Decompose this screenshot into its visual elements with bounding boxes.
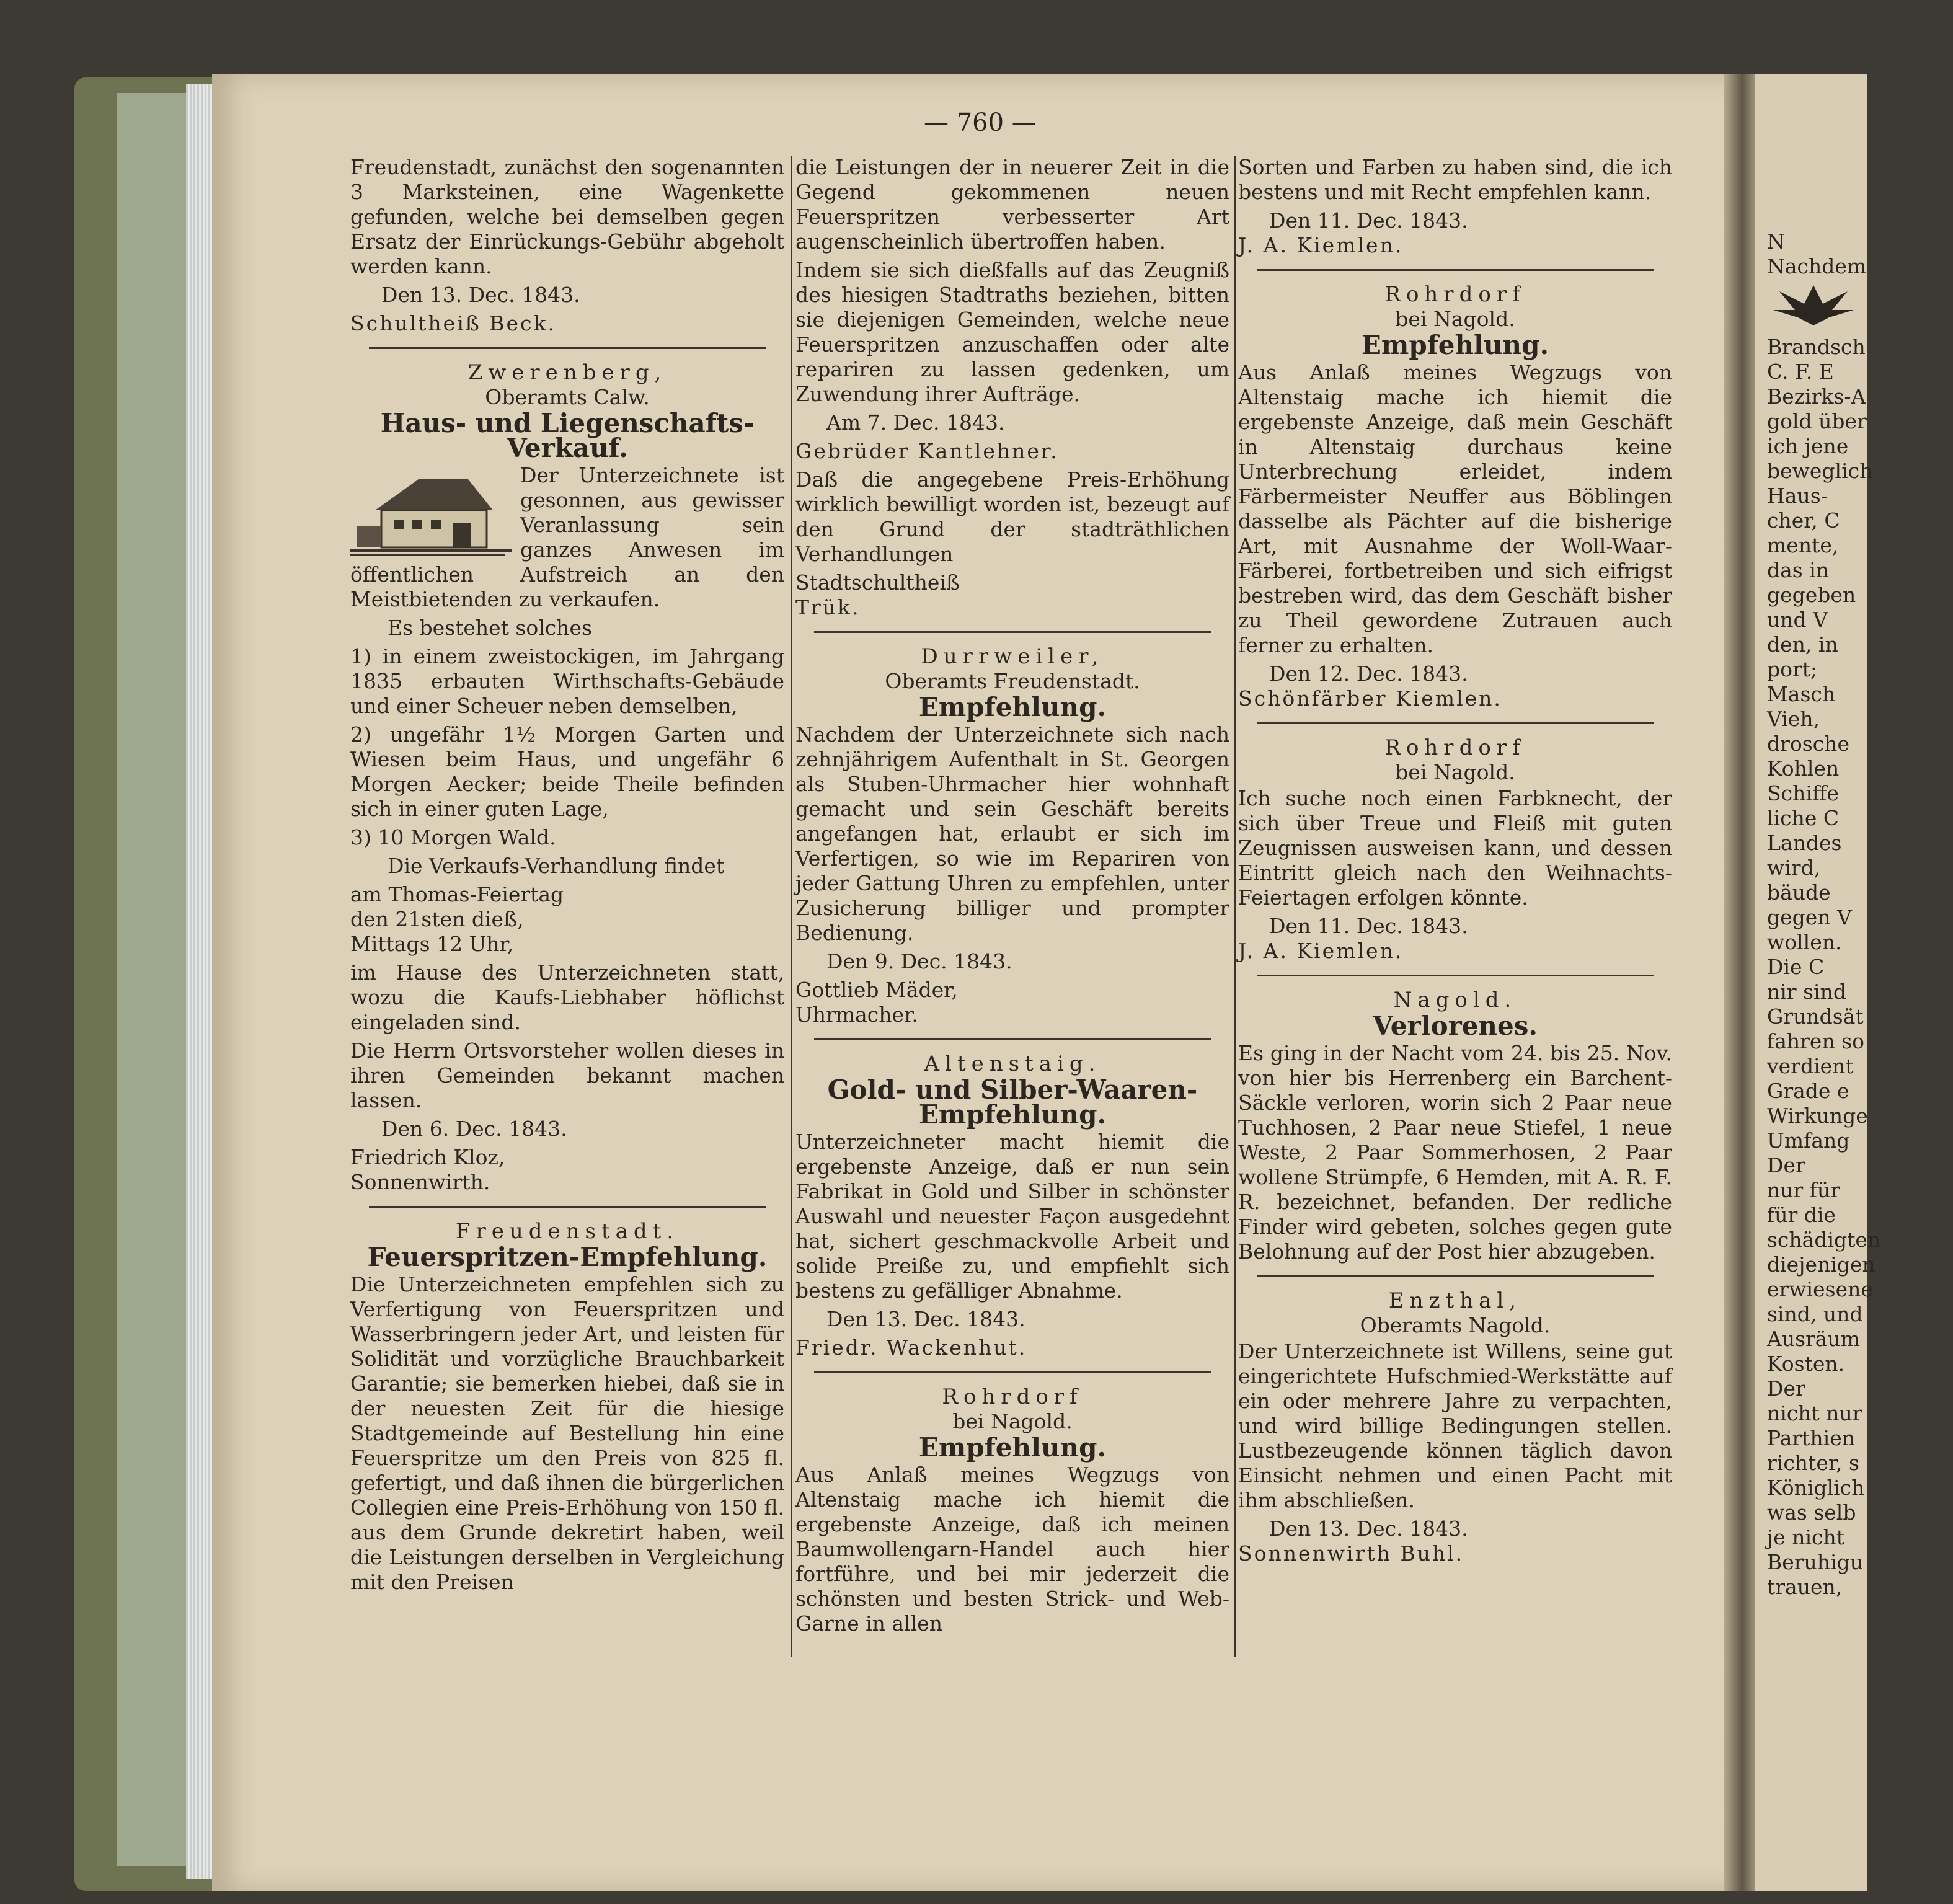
- right-page-line: nicht nur: [1767, 1401, 1862, 1425]
- ad-place: Rohrdorf: [1384, 282, 1526, 307]
- ad-text: im Hause des Unterzeichneten statt, wozu die Kaufs-Liebhaber höflichst eingeladen sind.: [350, 960, 784, 1034]
- right-page-line: Beruhigu: [1767, 1550, 1863, 1574]
- right-page-line: nir sind: [1767, 980, 1846, 1004]
- ad-text: Sorten und Farben zu haben sind, die ich bestens und mit Recht empfehlen kann.: [1238, 155, 1672, 204]
- right-page-line: [1767, 279, 1953, 329]
- separator: [369, 347, 766, 349]
- column-rule: [1234, 156, 1236, 1657]
- ad-place: Rohrdorf: [942, 1384, 1083, 1409]
- right-page-line: den, in: [1767, 632, 1838, 657]
- separator: [1257, 975, 1654, 976]
- right-page-line: nur für: [1767, 1178, 1841, 1202]
- right-page-line: Grundsät: [1767, 1004, 1864, 1029]
- separator: [1257, 269, 1654, 271]
- right-page-line: cher, C: [1767, 508, 1840, 533]
- right-page-line: Der: [1767, 1153, 1805, 1177]
- eagle-emblem-icon: [1767, 279, 1860, 329]
- ad-signature: Sonnenwirth.: [350, 1170, 490, 1194]
- right-page-line: je nicht: [1767, 1525, 1845, 1549]
- right-page: [1755, 74, 1881, 1891]
- ad-signature: J. A. Kiemlen.: [1238, 233, 1404, 257]
- ad-heading: Empfehlung.: [918, 692, 1107, 722]
- ad-text: Es bestehet solches: [388, 616, 592, 640]
- ad-signature: Uhrmacher.: [795, 1003, 918, 1027]
- right-page-line: Kosten.: [1767, 1352, 1845, 1376]
- separator: [369, 1206, 766, 1208]
- ad-time: den 21sten dieß,: [350, 907, 524, 931]
- ad-text: Die Verkaufs-Verhandlung findet: [388, 854, 725, 878]
- right-page-line: schädigten: [1767, 1228, 1881, 1252]
- notice-text: Freudenstadt, zunächst den sogenannten 3 Marksteinen, eine Wagenkette gefunden, welche bei demselben gegen Ersatz der Einrückungs-Gebühr abgeholt werden kann.: [350, 155, 784, 278]
- separator: [814, 1038, 1211, 1040]
- right-page-line: Haus-: [1767, 484, 1828, 508]
- right-page-line: Umfang: [1767, 1128, 1850, 1153]
- ad-signature: J. A. Kiemlen.: [1238, 939, 1404, 963]
- right-page-line: bäude: [1767, 880, 1831, 905]
- ad-text: Der Unterzeichnete ist gesonnen, aus gewisser Veranlassung sein ganzes Anwesen im öffentlichen Aufstreich an den Meistbietenden zu verkaufen.: [350, 463, 784, 611]
- notice-signature: Schultheiß Beck.: [350, 311, 557, 335]
- ad-date: Den 12. Dec. 1843.: [1269, 662, 1468, 686]
- right-page-line: Masch: [1767, 682, 1836, 706]
- ad-signature: Gottlieb Mäder,: [795, 978, 958, 1002]
- right-page-line: N: [1767, 229, 1785, 254]
- notice-date: Den 13. Dec. 1843.: [381, 283, 580, 307]
- ad-text: die Leistungen der in neuerer Zeit in die Gegend gekommenen neuen Feuerspritzen verbesserter Art augenscheinlich übertroffen haben.: [795, 155, 1229, 254]
- right-page-line: Parthien: [1767, 1426, 1856, 1450]
- right-page-line: Vieh,: [1767, 707, 1820, 731]
- ad-heading: Haus- und Liegenschafts-Verkauf.: [380, 408, 755, 463]
- ad-subplace: bei Nagold.: [1395, 307, 1515, 331]
- right-page-line: Schiffe: [1767, 781, 1839, 805]
- right-page-line: Ausräum: [1767, 1327, 1861, 1351]
- column-2: [795, 155, 1229, 1798]
- ad-text: Die Herrn Ortsvorsteher wollen dieses in ihren Gemeinden bekannt machen lassen.: [350, 1038, 784, 1112]
- ad-list-item: 1) in einem zweistockigen, im Jahrgang 1835 erbauten Wirthschafts-Gebäude und einer Scheuer neben demselben,: [350, 644, 784, 718]
- ad-text: Nachdem der Unterzeichnete sich nach zehnjährigem Aufenthalt in St. Georgen als Stuben-Uhrmacher hier wohnhaft gemacht und sein Geschäft bereits angefangen hat, erlaubt er sich im Verfertigen, so wie im Repariren von jeder Gattung Uhren zu empfehlen, unter Zusicherung billiger und prompter Bedienung.: [795, 722, 1229, 945]
- right-page-text: [1767, 229, 1953, 1600]
- right-page-line: diejenigen: [1767, 1252, 1876, 1277]
- right-page-line: port;: [1767, 657, 1818, 681]
- ad-date: Den 13. Dec. 1843.: [1269, 1517, 1468, 1541]
- right-page-line: Brandsch: [1767, 335, 1866, 359]
- right-page-line: Königlich: [1767, 1476, 1865, 1500]
- ad-signature: Gebrüder Kantlehner.: [795, 439, 1059, 463]
- ad-heading: Feuerspritzen-Empfehlung.: [367, 1242, 768, 1272]
- right-page-line: sind, und: [1767, 1302, 1863, 1326]
- column-1: [350, 155, 784, 1798]
- separator: [1257, 1275, 1654, 1277]
- right-page-line: drosche: [1767, 732, 1849, 756]
- ad-place: Nagold.: [1393, 988, 1517, 1012]
- ad-subplace: bei Nagold.: [952, 1409, 1073, 1433]
- ad-heading: Gold- und Silber-Waaren-Empfehlung.: [827, 1074, 1198, 1130]
- ad-place: Enzthal,: [1388, 1288, 1522, 1313]
- column-rule: [790, 156, 792, 1657]
- ad-place: Zwerenberg,: [467, 360, 667, 385]
- house-illustration: [350, 467, 512, 560]
- ad-date: Am 7. Dec. 1843.: [826, 410, 1005, 435]
- ad-heading: Empfehlung.: [1361, 330, 1549, 360]
- right-page-line: Kohlen: [1767, 756, 1840, 781]
- right-page-line: wollen.: [1767, 930, 1842, 954]
- right-page-line: gegen V: [1767, 905, 1852, 929]
- ad-list-item: 2) ungefähr 1½ Morgen Garten und Wiesen beim Haus, und ungefähr 6 Morgen Aecker; beide Theile befinden sich in einer guten Lage,: [350, 722, 784, 821]
- separator: [814, 1371, 1211, 1373]
- right-page-line: wird,: [1767, 856, 1821, 880]
- ad-place: Durrweiler,: [921, 644, 1104, 669]
- right-page-line: trauen,: [1767, 1575, 1843, 1599]
- separator: [814, 631, 1211, 633]
- ad-time: Mittags 12 Uhr,: [350, 932, 514, 956]
- right-page-line: gegeben: [1767, 583, 1856, 607]
- ad-place: Rohrdorf: [1384, 735, 1526, 760]
- ad-date: Den 11. Dec. 1843.: [1269, 208, 1468, 232]
- right-page-line: Wirkunge: [1767, 1104, 1868, 1128]
- ad-heading: Empfehlung.: [918, 1432, 1107, 1463]
- ad-text: Die Unterzeichneten empfehlen sich zu Verfertigung von Feuerspritzen und Wasserbringern jeder Art, und leisten für Solidität und vorzügliche Brauchbarkeit Garantie; sie bemerken hiebei, daß sie in der neuesten Zeit für die hiesige Stadtgemeinde auf Bestellung hin eine Feuerspritze um den Preis von 825 fl. gefertigt, und daß ihnen die bürgerlichen Collegien eine Preis-Erhöhung von 150 fl. aus dem Grunde dekretirt haben, weil die Leistungen derselben in Vergleichung mit den Preisen: [350, 1272, 784, 1594]
- right-page-line: Bezirks-A: [1767, 384, 1866, 409]
- ad-place: Freudenstadt.: [455, 1219, 680, 1244]
- ad-heading: Verlorenes.: [1373, 1011, 1538, 1041]
- right-page-line: gold über: [1767, 409, 1867, 433]
- right-page-line: [1767, 329, 1953, 335]
- ad-text: Es ging in der Nacht vom 24. bis 25. Nov. von hier bis Herrenberg ein Barchent-Säckle verloren, worin sich 2 Paar neue Tuchhosen, 2 Paar neue Stiefel, 1 neue Weste, 2 Paar Sommerhosen, 2 Paar wollene Strümpfe, 6 Hemden, mit A. R. F. R. bezeichnet, befanden. Der redliche Finder wird gebeten, solches gegen gute Belohnung auf der Post hier abzugeben.: [1238, 1041, 1672, 1264]
- right-page-line: Der: [1767, 1376, 1805, 1401]
- ad-subplace: Oberamts Calw.: [485, 385, 650, 409]
- ad-text: Indem sie sich dießfalls auf das Zeugniß des hiesigen Stadtraths beziehen, bitten sie diejenigen Gemeinden, welche neue Feuerspritzen anzuschaffen oder alte repariren zu lassen gedenken, um Zuwendung ihrer Aufträge.: [795, 258, 1229, 406]
- right-page-line: Die C: [1767, 955, 1825, 979]
- right-page-line: Landes: [1767, 831, 1842, 855]
- ad-text: Ich suche noch einen Farbknecht, der sich über Treue und Fleiß mit guten Zeugnissen ausweisen kann, und dessen Eintritt gleich nach den Weihnachts-Feiertagen erfolgen könnte.: [1238, 786, 1672, 910]
- ad-date: Den 13. Dec. 1843.: [826, 1307, 1025, 1331]
- right-page-line: Nachdem: [1767, 254, 1867, 278]
- ad-text: Aus Anlaß meines Wegzugs von Altenstaig mache ich hiemit die ergebenste Anzeige, daß ich meinen Baumwollengarn-Handel auch hier fortführe, und bei mir jederzeit die schönsten und besten Strick- und Web-Garne in allen: [795, 1463, 1229, 1636]
- right-page-line: für die: [1767, 1203, 1836, 1227]
- ad-date: Den 9. Dec. 1843.: [826, 949, 1012, 973]
- ad-place: Altenstaig.: [924, 1052, 1101, 1076]
- ad-list-item: 3) 10 Morgen Wald.: [350, 825, 556, 849]
- right-page-line: beweglich: [1767, 459, 1873, 483]
- right-page-line: das in: [1767, 558, 1830, 582]
- ad-time: am Thomas-Feiertag: [350, 882, 564, 906]
- separator: [1257, 722, 1654, 724]
- right-page-line: C. F. E: [1767, 360, 1834, 384]
- ad-signature: Trük.: [795, 595, 861, 619]
- ad-signature: Friedrich Kloz,: [350, 1145, 505, 1169]
- right-page-line: fahren so: [1767, 1029, 1864, 1053]
- ad-signature: Friedr. Wackenhut.: [795, 1335, 1027, 1360]
- ad-signature: Schönfärber Kiemlen.: [1238, 686, 1502, 711]
- right-page-line: was selb: [1767, 1500, 1856, 1525]
- right-page-line: erwiesene: [1767, 1277, 1873, 1301]
- right-page-line: mente,: [1767, 533, 1839, 557]
- book-gutter: [1724, 74, 1755, 1891]
- right-page-line: liche C: [1767, 806, 1840, 830]
- ad-text: Daß die angegebene Preis-Erhöhung wirklich bewilligt worden ist, bezeugt auf den Grund der stadträthlichen Verhandlungen: [795, 467, 1229, 566]
- right-page-line: Grade e: [1767, 1079, 1849, 1103]
- right-page-line: ich jene: [1767, 434, 1849, 458]
- ad-text: Aus Anlaß meines Wegzugs von Altenstaig mache ich hiemit die ergebenste Anzeige, daß mein Geschäft in Altenstaig durchaus keine Unterbrechung erleidet, indem Färbermeister Neuffer aus Böblingen dasselbe als Pächter auf die bisherige Art, mit Ausnahme der Woll-Waar-Färberei, fortbetreiben und sich eifrigst bestreben wird, das dem Geschäft bisher zu Theil gewordene Zutrauen auch ferner zu erhalten.: [1238, 360, 1672, 657]
- ad-text: Der Unterzeichnete ist Willens, seine gut eingerichtete Hufschmied-Werkstätte auf ein oder mehrere Jahre zu verpachten, und wird billige Bedingungen stellen. Lustbezeugende können täglich davon Einsicht nehmen und einen Pacht mit ihm abschließen.: [1238, 1339, 1672, 1512]
- ad-text: Unterzeichneter macht hiemit die ergebenste Anzeige, daß er nun sein Fabrikat in Gold und Silber in schönster Auswahl und neuester Façon ausgedehnt hat, sichert geschmackvolle Arbeit und solide Preiße zu, und empfiehlt sich bestens zu gefälliger Abnahme.: [795, 1130, 1229, 1303]
- ad-date: Den 6. Dec. 1843.: [381, 1117, 567, 1141]
- right-page-line: und V: [1767, 608, 1828, 632]
- column-3: [1238, 155, 1672, 1798]
- right-page-line: verdient: [1767, 1054, 1854, 1078]
- ad-signature: Sonnenwirth Buhl.: [1238, 1541, 1464, 1565]
- right-page-line: richter, s: [1767, 1451, 1859, 1475]
- ad-subplace: Oberamts Nagold.: [1360, 1313, 1551, 1337]
- ad-subplace: Oberamts Freudenstadt.: [885, 669, 1140, 693]
- page-number: — 760 —: [924, 108, 1037, 137]
- ad-subplace: bei Nagold.: [1395, 760, 1515, 784]
- ad-signature: Stadtschultheiß: [795, 570, 960, 595]
- ad-date: Den 11. Dec. 1843.: [1269, 914, 1468, 938]
